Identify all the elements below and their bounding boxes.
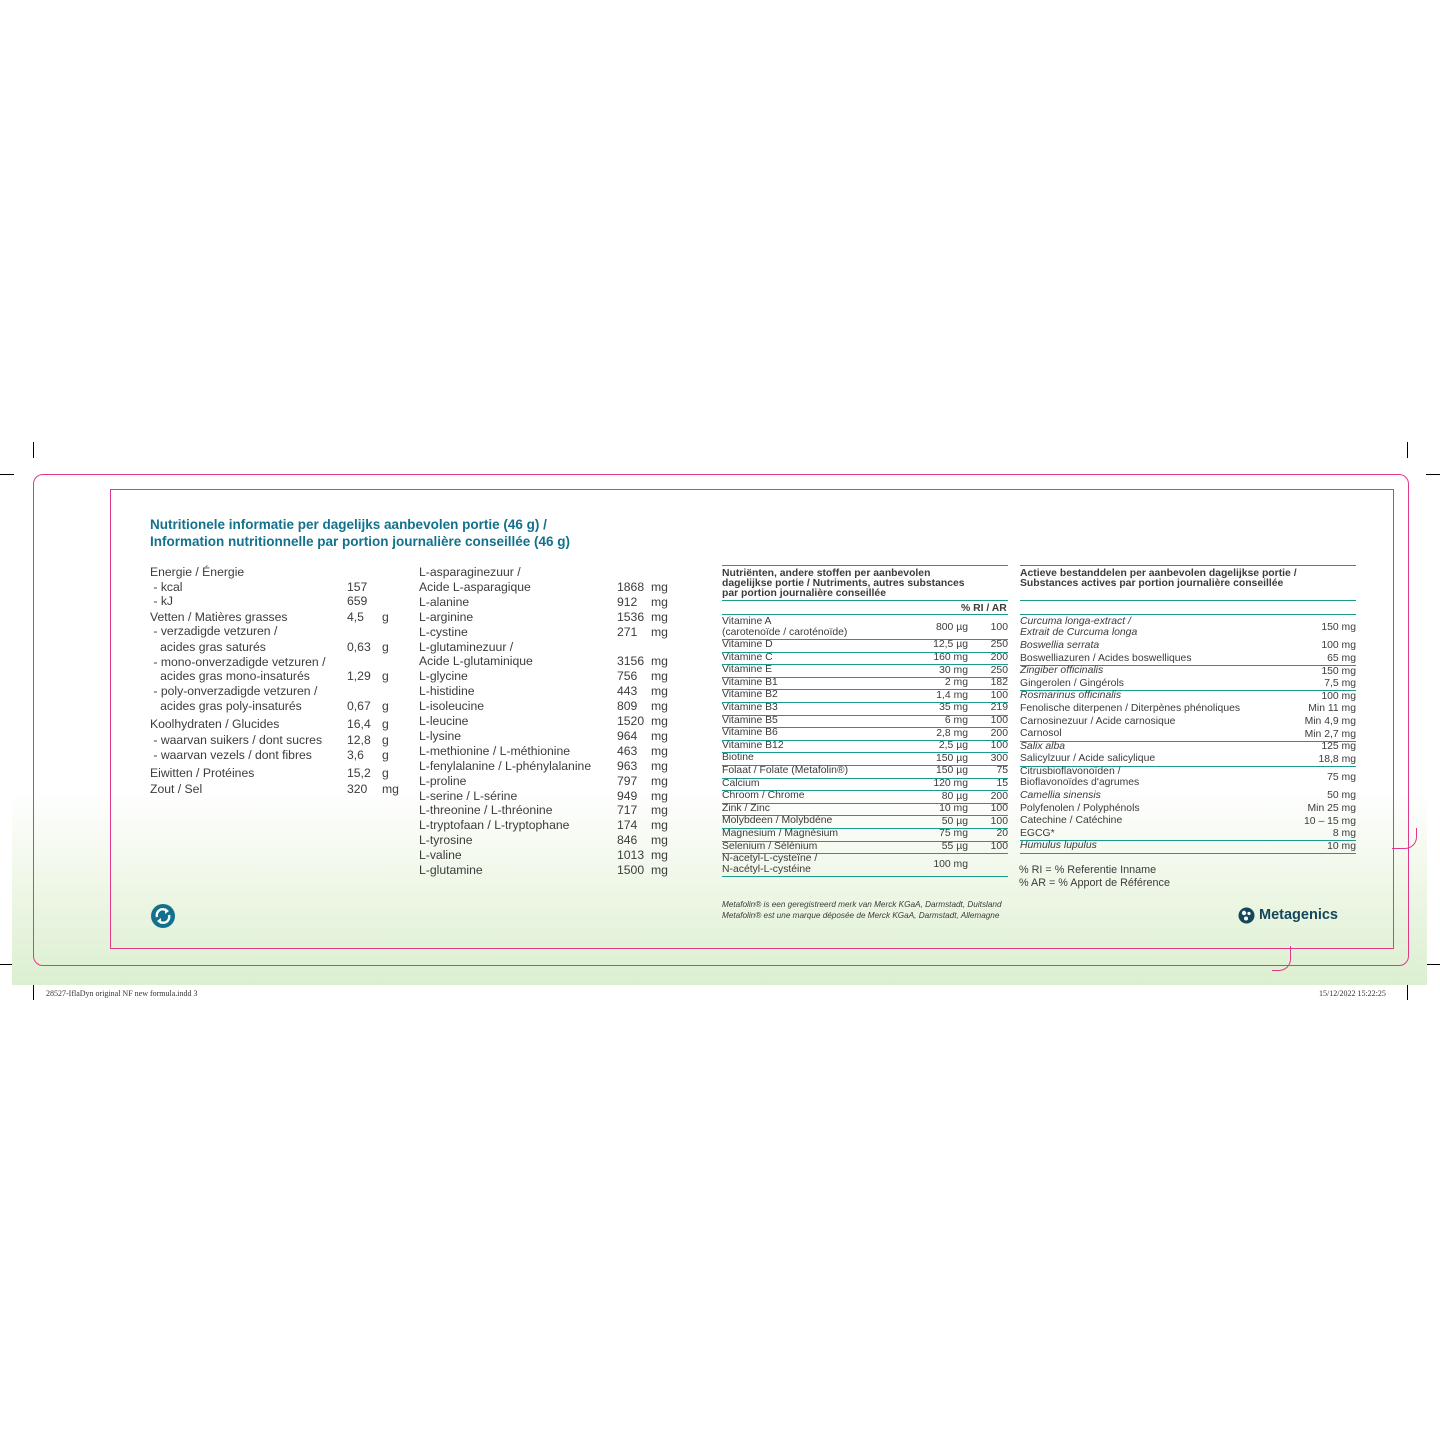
nutrient-amount: 100 mg bbox=[933, 858, 968, 870]
amino-label: L-serine / L-sérine bbox=[419, 788, 518, 803]
amino-value: 1536 bbox=[617, 609, 645, 624]
nutrient-name: Magnesium / Magnésium bbox=[722, 828, 839, 839]
nutrient-ri: 200 bbox=[990, 790, 1008, 802]
active-amount: Min 11 mg bbox=[1308, 703, 1356, 715]
nutrient-amount: 1,4 mg bbox=[936, 689, 968, 701]
nutrient-amount: 2,8 mg bbox=[936, 727, 968, 739]
nutrition-value: 16,4 bbox=[347, 717, 371, 731]
nutrient-amount: 35 mg bbox=[939, 702, 968, 714]
amino-value: 964 bbox=[617, 728, 638, 743]
slug-date: 15/12/2022 15:22:25 bbox=[1319, 989, 1386, 998]
active-name: Polyfenolen / Polyphénols bbox=[1020, 802, 1140, 814]
amino-unit: mg bbox=[651, 654, 668, 669]
amino-value: 1868 bbox=[617, 579, 645, 594]
nutrient-name: Calcium bbox=[722, 777, 760, 789]
nutrition-value: 4,5 bbox=[347, 610, 364, 624]
amino-value: 271 bbox=[617, 624, 638, 639]
active-name: Boswellia serrata bbox=[1020, 640, 1100, 651]
slug-file: 28527-IflaDyn original NF new formula.indd 3 bbox=[46, 989, 198, 998]
amino-label: L-tyrosine bbox=[419, 833, 473, 848]
amino-label: L-cystine bbox=[419, 624, 468, 639]
nutrient-name: Folaat / Folate (Metafolin®) bbox=[722, 765, 849, 776]
amino-value: 846 bbox=[617, 833, 638, 848]
amino-label: L-leucine bbox=[419, 714, 469, 728]
amino-label: L-fenylalanine / L-phénylalanine bbox=[419, 758, 592, 773]
nutrition-unit: g bbox=[382, 669, 389, 683]
nutrient-ri: 250 bbox=[990, 639, 1008, 651]
nutrition-label: - kJ bbox=[150, 594, 174, 608]
amino-value: 963 bbox=[617, 758, 638, 773]
nutrition-label: acides gras poly-insaturés bbox=[150, 699, 302, 713]
nutrient-amount: 2 mg bbox=[944, 677, 968, 689]
amino-value: 717 bbox=[617, 803, 638, 818]
nutrition-label: - waarvan vezels / dont fibres bbox=[150, 748, 312, 762]
amino-unit: mg bbox=[651, 788, 668, 803]
table-rule bbox=[722, 600, 1008, 601]
nutrition-unit: mg bbox=[382, 782, 399, 796]
nutrition-value: 659 bbox=[347, 594, 368, 608]
nutrition-label: Energie / Énergie bbox=[150, 565, 245, 579]
active-name: Humulus lupulus bbox=[1020, 840, 1097, 852]
nutrition-value: 0,67 bbox=[347, 699, 371, 713]
page-title bbox=[150, 516, 570, 550]
crop-mark bbox=[1426, 474, 1440, 475]
nutrient-amount: 75 mg bbox=[939, 828, 968, 840]
amino-value: 174 bbox=[617, 818, 638, 833]
nutrient-amount: 160 mg bbox=[933, 651, 968, 663]
nutrition-value: 15,2 bbox=[347, 766, 371, 780]
metagenics-logo-icon bbox=[1238, 907, 1255, 924]
nutrition-value: 3,6 bbox=[347, 748, 364, 762]
title-nl: Nutritionele informatie per dagelijks aanbevolen portie (46 g) / bbox=[150, 517, 547, 532]
amino-value: 443 bbox=[617, 684, 638, 699]
amino-unit: mg bbox=[651, 758, 668, 773]
amino-unit: mg bbox=[651, 833, 668, 848]
table-rule bbox=[1020, 614, 1356, 615]
amino-label: L-histidine bbox=[419, 684, 475, 699]
nutrition-label: Vetten / Matières grasses bbox=[150, 610, 288, 624]
nutrients-header-line: par portion journalière conseillée bbox=[722, 588, 886, 599]
nutrition-unit: g bbox=[382, 717, 389, 731]
active-amount: 75 mg bbox=[1327, 772, 1356, 783]
nutrient-name: Vitamine C bbox=[722, 651, 773, 663]
active-name: Catechine / Catéchine bbox=[1020, 815, 1123, 827]
nutrition-value: 157 bbox=[347, 580, 368, 594]
amino-unit: mg bbox=[651, 579, 668, 594]
active-amount: Min 25 mg bbox=[1307, 802, 1356, 814]
nutrition-label: - mono-onverzadigde vetzuren / bbox=[150, 655, 326, 669]
nutrient-ri: 219 bbox=[990, 702, 1008, 714]
active-amount: 10 – 15 mg bbox=[1304, 815, 1356, 827]
active-name: Rosmarinus officinalis bbox=[1020, 690, 1122, 702]
amino-unit: mg bbox=[651, 609, 668, 624]
nutrition-label: Zout / Sel bbox=[150, 782, 203, 796]
amino-label: L-lysine bbox=[419, 728, 461, 743]
amino-label: Acide L-asparagique bbox=[419, 579, 531, 594]
nutrition-label: Eiwitten / Protéines bbox=[150, 766, 255, 780]
nutrient-ri: 182 bbox=[990, 677, 1008, 689]
nutrition-label: - poly-onverzadigde vetzuren / bbox=[150, 684, 318, 698]
amino-unit: mg bbox=[651, 818, 668, 833]
nutrient-ri: 200 bbox=[990, 651, 1008, 663]
nutrient-name: Vitamine B1 bbox=[722, 676, 778, 688]
amino-value: 756 bbox=[617, 669, 638, 684]
nutrient-name: (carotenoïde / caroténoïde) bbox=[722, 626, 848, 638]
table-rule bbox=[722, 565, 1008, 566]
nutrient-name: Selenium / Sélénium bbox=[722, 840, 818, 852]
nutrient-name: Chroom / Chrome bbox=[722, 790, 805, 802]
table-rule bbox=[1020, 741, 1356, 742]
active-name: Boswelliazuren / Acides boswelliques bbox=[1020, 652, 1192, 664]
amino-label: L-proline bbox=[419, 773, 467, 788]
nutrient-ri: 100 bbox=[990, 803, 1008, 815]
nutrition-unit: g bbox=[382, 699, 389, 713]
nutrition-label: acides gras mono-insaturés bbox=[150, 669, 310, 683]
nutrient-ri: 300 bbox=[990, 752, 1008, 764]
crop-mark bbox=[33, 442, 34, 458]
amino-unit: mg bbox=[651, 624, 668, 639]
amino-label: L-arginine bbox=[419, 609, 474, 624]
nutrient-ri: 100 bbox=[990, 689, 1008, 701]
active-name: EGCG* bbox=[1020, 827, 1055, 839]
active-amount: 18,8 mg bbox=[1318, 753, 1356, 765]
nutrient-ri: 100 bbox=[990, 815, 1008, 827]
amino-label: L-glycine bbox=[419, 669, 468, 684]
nutrient-amount: 800 µg bbox=[936, 621, 968, 633]
crop-mark bbox=[1407, 442, 1408, 458]
amino-value: 1013 bbox=[617, 848, 645, 863]
nutrient-amount: 50 µg bbox=[941, 815, 968, 827]
actives-header-line: Substances actives par portion journalière conseillée bbox=[1020, 578, 1284, 589]
amino-label: L-threonine / L-thréonine bbox=[419, 803, 553, 818]
amino-label: L-tryptofaan / L-tryptophane bbox=[419, 818, 570, 833]
nutrient-amount: 55 µg bbox=[941, 840, 968, 852]
nutrient-ri: 200 bbox=[990, 727, 1008, 739]
amino-label: Acide L-glutaminique bbox=[419, 654, 533, 669]
nutrition-value: 320 bbox=[347, 782, 368, 796]
nutrient-name: Vitamine B5 bbox=[722, 714, 778, 726]
ar-note: % AR = % Apport de Référence bbox=[1019, 877, 1170, 889]
nutrient-ri: 20 bbox=[996, 828, 1008, 840]
nutrient-amount: 6 mg bbox=[944, 714, 968, 726]
active-amount: 7,5 mg bbox=[1324, 678, 1356, 690]
amino-unit: mg bbox=[651, 848, 668, 863]
amino-unit: mg bbox=[651, 803, 668, 818]
active-name: Zingiber officinalis bbox=[1020, 665, 1104, 677]
ri-header: % RI / AR bbox=[961, 603, 1007, 614]
nutrition-unit: g bbox=[382, 733, 389, 747]
nutrition-label: - verzadigde vetzuren / bbox=[150, 624, 278, 638]
nutrition-value: 12,8 bbox=[347, 733, 371, 747]
amino-value: 797 bbox=[617, 773, 638, 788]
nutrient-name: Vitamine E bbox=[722, 664, 773, 676]
amino-value: 3156 bbox=[617, 654, 645, 669]
nutrition-value: 1,29 bbox=[347, 669, 371, 683]
actives-header-line: Actieve bestanddelen per aanbevolen dagelijkse portie / bbox=[1020, 568, 1297, 579]
nutrient-amount: 10 mg bbox=[939, 803, 968, 815]
nutrient-name: Zink / Zinc bbox=[722, 802, 770, 814]
amino-unit: mg bbox=[651, 594, 668, 609]
active-amount: 150 mg bbox=[1321, 665, 1356, 677]
brand-name: Metagenics bbox=[1259, 907, 1338, 923]
recycle-icon bbox=[150, 903, 176, 929]
nutrition-label: - waarvan suikers / dont sucres bbox=[150, 733, 323, 747]
active-name: Salicylzuur / Acide salicylique bbox=[1020, 753, 1156, 765]
amino-label: L-methionine / L-méthionine bbox=[419, 743, 571, 758]
nutrient-name: N-acétyl-L-cystéine bbox=[722, 863, 811, 875]
nutrient-name: Vitamine B2 bbox=[722, 689, 778, 701]
active-amount: 150 mg bbox=[1321, 622, 1356, 633]
active-name: Extrait de Curcuma longa bbox=[1020, 626, 1138, 638]
brand-logo bbox=[1238, 905, 1338, 925]
active-amount: 8 mg bbox=[1332, 828, 1356, 840]
amino-value: 1520 bbox=[617, 714, 645, 728]
nutrient-ri: 100 bbox=[990, 714, 1008, 726]
amino-unit: mg bbox=[651, 773, 668, 788]
metafolin-note-fr: Metafolin® est une marque déposée de Merck KGaA, Darmstadt, Allemagne bbox=[722, 911, 1000, 920]
nutrients-header-line: dagelijkse portie / Nutriments, autres substances bbox=[722, 578, 965, 589]
amino-unit: mg bbox=[651, 728, 668, 743]
active-amount: Min 2,7 mg bbox=[1304, 728, 1356, 740]
table-rule bbox=[722, 876, 1008, 877]
active-name: Fenolische diterpenen / Diterpènes phénoliques bbox=[1020, 703, 1241, 714]
amino-unit: mg bbox=[651, 669, 668, 684]
amino-value: 809 bbox=[617, 699, 638, 714]
nutrient-amount: 30 mg bbox=[939, 664, 968, 676]
active-name: Citrusbioflavonoïden / bbox=[1020, 766, 1121, 777]
nutrient-ri: 250 bbox=[990, 664, 1008, 676]
nutrient-ri: 100 bbox=[990, 621, 1008, 633]
nutrient-amount: 2,5 µg bbox=[938, 740, 968, 752]
amino-label: L-valine bbox=[419, 848, 462, 863]
nutrient-amount: 120 mg bbox=[933, 777, 968, 789]
table-rule bbox=[1020, 853, 1356, 854]
crop-mark bbox=[1426, 964, 1440, 965]
amino-label: L-alanine bbox=[419, 594, 470, 609]
nutrition-unit: g bbox=[382, 610, 389, 624]
nutrient-name: Molybdeen / Molybdène bbox=[722, 815, 833, 827]
active-amount: 50 mg bbox=[1327, 790, 1356, 802]
active-name: Camellia sinensis bbox=[1020, 790, 1101, 801]
nutrition-label: Koolhydraten / Glucides bbox=[150, 717, 280, 731]
active-amount: 125 mg bbox=[1321, 741, 1356, 753]
amino-value: 1500 bbox=[617, 863, 645, 877]
active-amount: 10 mg bbox=[1327, 840, 1356, 852]
nutrient-ri: 15 bbox=[996, 777, 1008, 789]
amino-unit: mg bbox=[651, 714, 668, 728]
active-name: Carnosinezuur / Acide carnosique bbox=[1020, 715, 1176, 727]
nutrient-name: Vitamine A bbox=[722, 616, 772, 627]
nutrition-unit: g bbox=[382, 748, 389, 762]
amino-label: L-isoleucine bbox=[419, 699, 485, 714]
title-fr: Information nutritionnelle par portion journalière conseillée (46 g) bbox=[150, 534, 571, 549]
nutrient-name: Vitamine D bbox=[722, 639, 773, 650]
active-name: Salix alba bbox=[1020, 740, 1066, 752]
amino-unit: mg bbox=[651, 863, 668, 877]
nutrient-name: Vitamine B3 bbox=[722, 702, 778, 713]
nutrient-amount: 80 µg bbox=[941, 790, 968, 802]
crop-mark bbox=[1407, 984, 1408, 1000]
active-amount: 100 mg bbox=[1321, 640, 1356, 652]
amino-unit: mg bbox=[651, 743, 668, 758]
nutrition-unit: g bbox=[382, 766, 389, 780]
active-name: Curcuma longa-extract / bbox=[1020, 616, 1131, 627]
nutrient-ri: 100 bbox=[990, 740, 1008, 752]
active-name: Bioflavonoïdes d'agrumes bbox=[1020, 776, 1140, 788]
amino-label: L-asparaginezuur / bbox=[419, 565, 521, 579]
nutrient-ri: 100 bbox=[990, 840, 1008, 852]
active-name: Carnosol bbox=[1020, 728, 1062, 740]
nutrient-amount: 12,5 µg bbox=[933, 639, 968, 651]
amino-value: 949 bbox=[617, 788, 638, 803]
amino-unit: mg bbox=[651, 699, 668, 714]
amino-label: L-glutaminezuur / bbox=[419, 639, 514, 654]
nutrient-amount: 150 µg bbox=[936, 765, 968, 777]
nutrient-name: Vitamine B12 bbox=[722, 739, 784, 751]
amino-unit: mg bbox=[651, 684, 668, 699]
nutrition-value: 0,63 bbox=[347, 640, 371, 654]
nutrients-header-line: Nutriënten, andere stoffen per aanbevolen bbox=[722, 568, 931, 579]
active-amount: 65 mg bbox=[1327, 652, 1356, 664]
active-name: Gingerolen / Gingérols bbox=[1020, 677, 1124, 689]
nutrient-amount: 150 µg bbox=[936, 752, 968, 764]
amino-value: 463 bbox=[617, 743, 638, 758]
amino-value: 912 bbox=[617, 594, 638, 609]
nutrient-name: Biotine bbox=[722, 752, 754, 764]
amino-label: L-glutamine bbox=[419, 863, 483, 877]
nutrition-label: acides gras saturés bbox=[150, 640, 266, 654]
active-amount: Min 4,9 mg bbox=[1304, 715, 1356, 727]
ri-note: % RI = % Referentie Inname bbox=[1019, 864, 1157, 876]
table-rule bbox=[722, 614, 1008, 615]
active-amount: 100 mg bbox=[1321, 690, 1356, 702]
nutrient-name: N-acetyl-L-cysteïne / bbox=[722, 853, 818, 865]
nutrition-unit: g bbox=[382, 640, 389, 654]
table-rule bbox=[1020, 600, 1356, 601]
table-rule bbox=[1020, 565, 1356, 566]
crop-mark bbox=[33, 984, 34, 1000]
nutrient-ri: 75 bbox=[996, 765, 1008, 777]
nutrient-name: Vitamine B6 bbox=[722, 727, 778, 739]
metafolin-note-nl: Metafolin® is een geregistreerd merk van Merck KGaA, Darmstadt, Duitsland bbox=[722, 900, 1002, 909]
nutrition-label: - kcal bbox=[150, 580, 183, 594]
